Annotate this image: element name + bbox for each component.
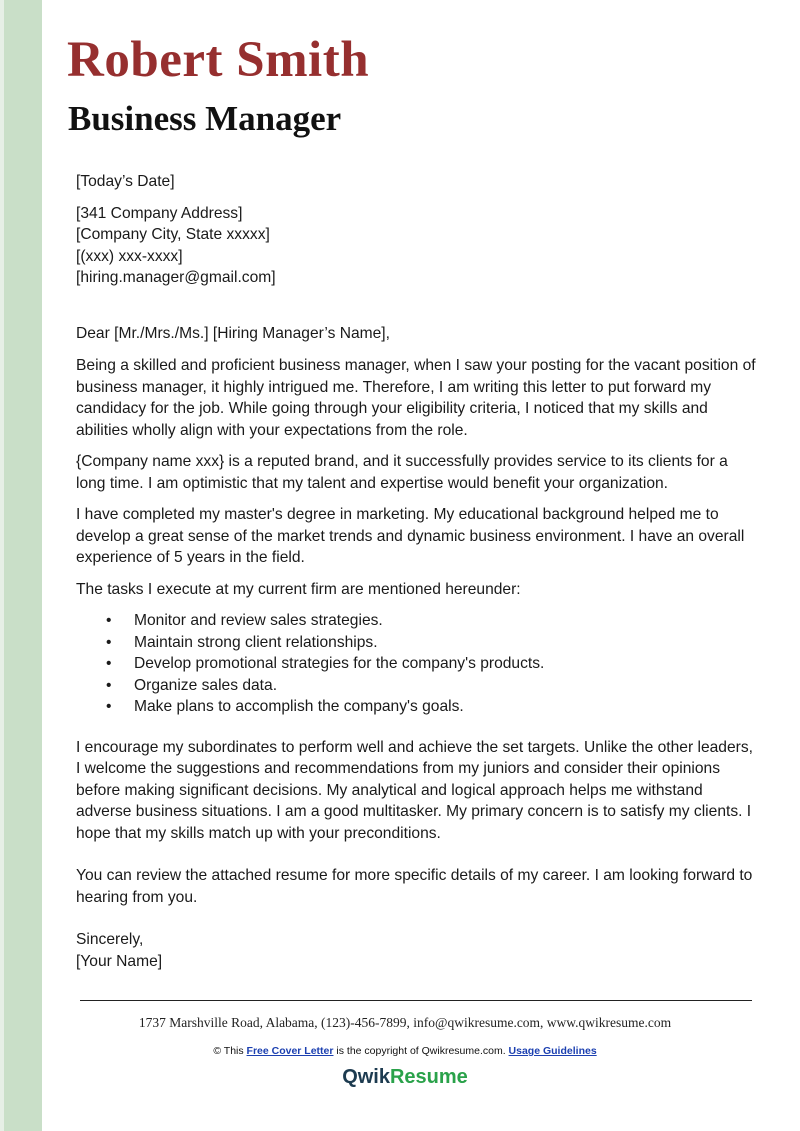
list-item-text: Make plans to accomplish the company's goals. — [134, 698, 464, 715]
bullet-icon: • — [106, 612, 112, 629]
footer-divider — [80, 1000, 752, 1001]
bullet-icon: • — [106, 698, 112, 715]
closing-paragraph: You can review the attached resume for more specific details of my career. I am looking forward to hearing from you. — [76, 867, 753, 906]
list-item-text: Maintain strong client relationships. — [134, 633, 378, 651]
recipient-address — [76, 203, 756, 289]
footer-contact: 1737 Marshville Road, Alabama, (123)-456-7899, info@qwikresume.com, www.qwikresume.com — [138, 1015, 672, 1030]
bullet-icon: • — [106, 676, 112, 694]
list-item — [76, 610, 756, 632]
address-line: [Company City, State xxxxx] — [76, 226, 270, 243]
list-item — [76, 653, 756, 675]
address-line: [(xxx) xxx-xxxx] — [76, 247, 183, 265]
signature-name: [Your Name] — [76, 952, 163, 970]
applicant-name: Robert Smith — [67, 32, 370, 88]
list-item — [76, 632, 756, 654]
logo-resume: Resume — [389, 1066, 468, 1088]
list-item-text: Monitor and review sales strategies. — [134, 612, 383, 629]
logo-qwik: Qwik — [342, 1066, 390, 1088]
list-item — [76, 696, 756, 718]
copyright-middle: is the copyright of Qwikresume.com. — [333, 1045, 509, 1057]
copyright-prefix: © This — [213, 1045, 247, 1057]
body-paragraph: I have completed my master's degree in marketing. My educational background helped me to develop a great sense of the market trends and dynamic business environment. I have an overall experience of 5 years in the field. — [76, 506, 745, 566]
copyright-notice — [0, 1045, 800, 1057]
bullet-icon: • — [106, 633, 112, 651]
body-paragraph: I encourage my subordinates to perform well and achieve the set targets. Unlike the other leaders, I welcome the suggestions and recommendations from my juniors and consider their opinions before making significant decisions. My analytical and logical approach helps me withstand adverse business situations. I am a good multitasker. My primary concern is to satisfy my clients. I hope that my skills match up with your preconditions. — [76, 738, 753, 842]
salutation: Dear [Mr./Mrs./Ms.] [Hiring Manager’s Name], — [76, 324, 390, 342]
list-item-text: Organize sales data. — [134, 676, 278, 694]
usage-guidelines-link[interactable]: Usage Guidelines — [508, 1045, 597, 1057]
body-paragraph: Being a skilled and proficient business manager, when I saw your posting for the vacant position of business manager, it highly intrigued me. Therefore, I am writing this letter to put forward my candidacy for the job. While going through your eligibility criteria, I noticed that my skills and abilities wholly align with your expectations from the role. — [76, 357, 756, 439]
sign-off: Sincerely, — [76, 931, 144, 948]
letter-body — [76, 171, 756, 972]
bullet-icon: • — [106, 655, 112, 672]
letter-date: [Today’s Date] — [76, 173, 175, 190]
list-item-text: Develop promotional strategies for the company's products. — [134, 655, 545, 672]
list-item — [76, 675, 756, 697]
qwikresume-logo[interactable] — [0, 1066, 800, 1089]
sidebar-accent-bar — [0, 0, 42, 1131]
body-paragraph: {Company name xxx} is a reputed brand, and it successfully provides service to its clients for a long time. I am optimistic that my talent and expertise would benefit your organization. — [76, 453, 728, 492]
job-title: Business Manager — [68, 99, 342, 138]
signature-block — [76, 929, 756, 972]
free-cover-letter-link[interactable]: Free Cover Letter — [246, 1045, 334, 1057]
task-list — [76, 610, 756, 718]
address-line: [341 Company Address] — [76, 204, 243, 222]
address-line: [hiring.manager@gmail.com] — [76, 269, 276, 286]
body-paragraph: The tasks I execute at my current firm are mentioned hereunder: — [76, 580, 521, 598]
